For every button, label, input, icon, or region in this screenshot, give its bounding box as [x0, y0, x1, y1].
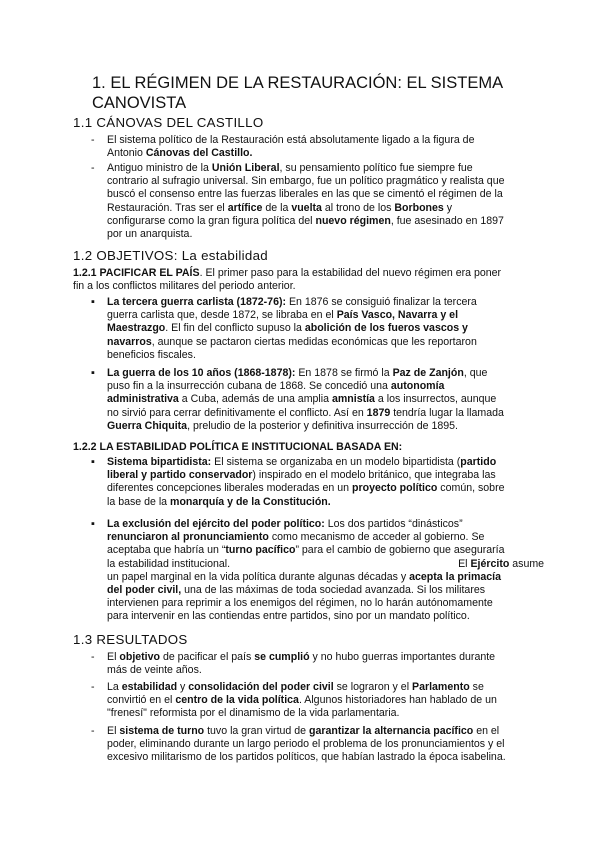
list-bullet: ▪	[91, 518, 95, 530]
page-title	[92, 73, 562, 113]
section-heading-resultados: 1.3 RESULTADOS	[73, 632, 188, 647]
list-dash: -	[91, 162, 95, 174]
section-heading-canovas: 1.1 CÁNOVAS DEL CASTILLO	[73, 115, 264, 130]
list-dash: -	[91, 725, 95, 737]
list-item: La tercera guerra carlista (1872-76): En 1876 se consiguió finalizar la tercera guerra carlista que, desde 1872, se libraba en el País Vasco, Navarra y el Maestrazgo. El fin del conflicto supuso la abolición de los fueros vascos y navarros, aunque se pactaron ciertas medidas económicas que les reportaron beneficios fiscales.	[107, 296, 477, 361]
list-item: El sistema político de la Restauración está absolutamente ligado a la figura de Antonio Cánovas del Castillo.	[107, 134, 475, 160]
title-line-1: 1. EL RÉGIMEN DE LA RESTAURACIÓN: EL SISTEMA	[92, 74, 504, 92]
list-bullet: ▪	[91, 296, 95, 308]
section-heading-objetivos: 1.2 OBJETIVOS: La estabilidad	[73, 248, 268, 263]
list-bullet: ▪	[91, 367, 95, 379]
list-dash: -	[91, 134, 95, 146]
title-line-2: CANOVISTA	[92, 94, 187, 112]
list-item: Sistema bipartidista: El sistema se organizaba en un modelo bipartidista (partido liberal y partido conservador) inspirado en el modelo británico, que integraba las diferentes concepciones liberales moderadas en un proyecto político común, sobre la base de la monarquía y de la Constitución.	[107, 456, 505, 508]
list-dash: -	[91, 681, 95, 693]
list-item: La guerra de los 10 años (1868-1878): En 1878 se firmó la Paz de Zanjón, que puso fin a la insurrección cubana de 1868. Se concedió una autonomía administrativa a Cuba, además de una amplia amnistía a los insurrectos, aunque no sirvió para cerrar definitivamente el conflicto. Así en 1879 tendría lugar la llamada Guerra Chiquita, preludio de la posterior y definitiva insurrección de 1895.	[107, 367, 504, 432]
paragraph-pacificar: 1.2.1 PACIFICAR EL PAÍS. El primer paso para la estabilidad del nuevo régimen era poner fin a los conflictos militares del periodo anterior.	[73, 267, 502, 293]
list-dash: -	[91, 651, 95, 663]
paragraph-estabilidad: 1.2.2 LA ESTABILIDAD POLÍTICA E INSTITUCIONAL BASADA EN:	[73, 441, 403, 453]
list-item: El sistema de turno tuvo la gran virtud de garantizar la alternancia pacífico en el poder, eliminando durante un largo periodo el problema de los pronunciamientos y el excesivo militarismo de los partidos políticos, que habían lastrado la época isabelina.	[107, 725, 506, 764]
list-item: La estabilidad y consolidación del poder civil se lograron y el Parlamento se convirtió en el centro de la vida política. Algunos historiadores han hablado de un "frenesí" reformista por el dinamismo de la vida parlamentaria.	[107, 681, 497, 720]
list-bullet: ▪	[91, 456, 95, 468]
list-item: La exclusión del ejército del poder político: Los dos partidos “dinásticos” renunciaron al pronunciamiento como mecanismo de acceder al gobierno. Se aceptaba que habría un “turno pacífico” para el cambio de gobierno que aseguraría la estabilidad institucional. El Ejército asume un papel marginal en la vida política durante algunas décadas y acepta la primacía del poder civil, una de las máximas de toda sociedad avanzada. Si los militares intervienen para reprimir a los enemigos del régimen, no lo harán autónomamente para intervenir en las contiendas entre partidos, sino por un mandato político.	[107, 518, 545, 623]
list-item: El objetivo de pacificar el país se cumplió y no hubo guerras importantes durante más de veinte años.	[107, 651, 496, 677]
list-item: Antiguo ministro de la Unión Liberal, su pensamiento político fue siempre fue contrario al sufragio universal. Sin embargo, fue un político pragmático y realista que buscó el consenso entre las fuerzas liberales en las que se cimentó el régimen de la Restauración. Tras ser el artífice de la vuelta al trono de los Borbones y configurarse como la gran figura política del nuevo régimen, fue asesinado en 1897 por un anarquista.	[107, 162, 505, 241]
